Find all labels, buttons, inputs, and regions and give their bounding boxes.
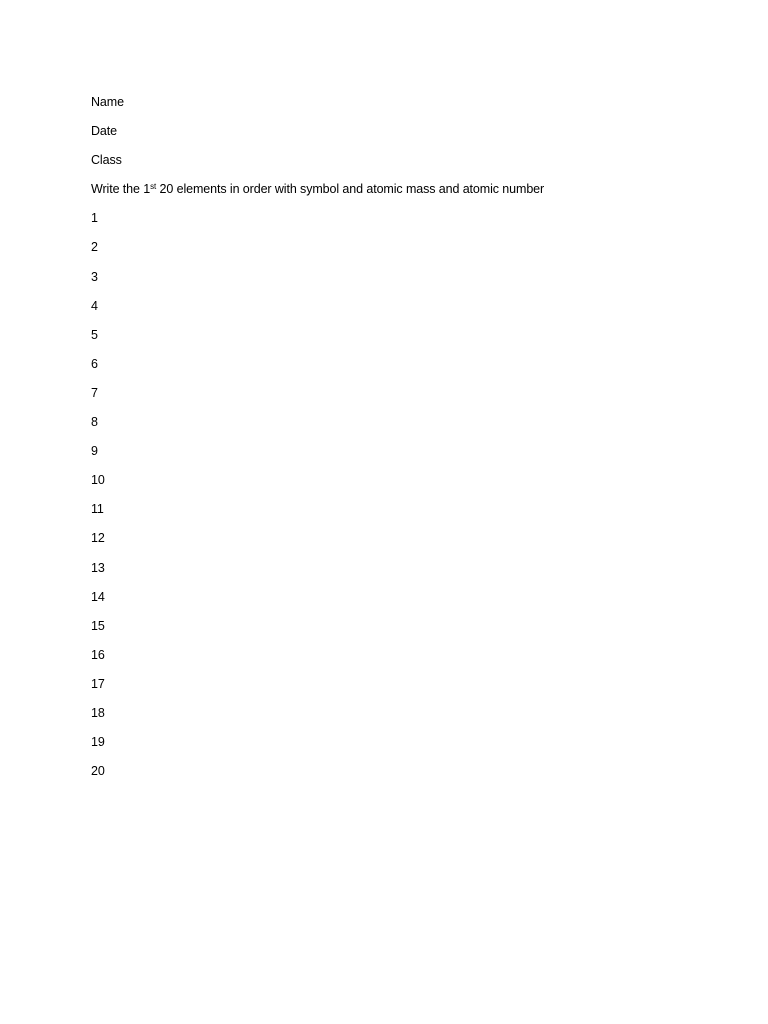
- list-number-20: 20: [91, 764, 105, 779]
- list-number-16: 16: [91, 647, 105, 662]
- list-number-12: 12: [91, 531, 105, 546]
- instruction-after: 20 elements in order with symbol and atomic mass and atomic number: [156, 182, 545, 197]
- instruction-text: [91, 179, 711, 208]
- list-number-14: 14: [91, 589, 105, 604]
- list-number-17: 17: [91, 676, 105, 691]
- instruction-superscript: st: [150, 182, 157, 192]
- name-label: Name: [91, 95, 124, 109]
- list-number-13: 13: [91, 560, 105, 575]
- list-number-9: 9: [91, 444, 98, 459]
- worksheet-content: [91, 92, 711, 790]
- date-label: Date: [91, 124, 118, 139]
- list-number-5: 5: [91, 327, 98, 342]
- list-number-6: 6: [91, 356, 98, 371]
- instruction-before: Write the 1: [91, 182, 151, 197]
- list-number-18: 18: [91, 705, 105, 720]
- list-number-19: 19: [91, 735, 105, 750]
- list-number-11: 11: [91, 502, 104, 517]
- class-label: Class: [91, 153, 122, 168]
- list-number-1: 1: [91, 211, 98, 226]
- list-number-7: 7: [91, 385, 98, 400]
- list-number-8: 8: [91, 415, 98, 430]
- list-number-4: 4: [91, 298, 98, 313]
- list-number-10: 10: [91, 473, 105, 488]
- list-number-2: 2: [91, 240, 98, 255]
- list-number-15: 15: [91, 618, 105, 633]
- list-number-3: 3: [91, 269, 98, 284]
- numbered-list: [91, 208, 711, 790]
